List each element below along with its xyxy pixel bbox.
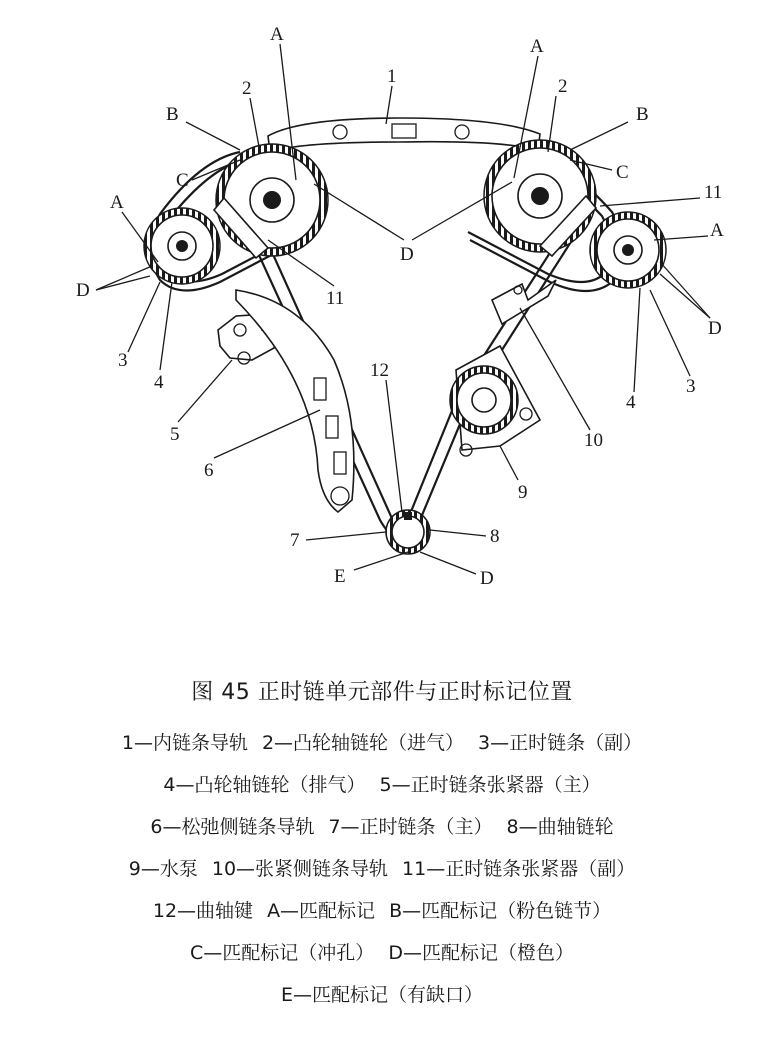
legend-item: C—匹配标记（冲孔） [190, 942, 375, 964]
legend-line [0, 938, 764, 965]
legend-item: 2—凸轮轴链轮（进气） [261, 732, 465, 754]
legend-item: 7—正时链条（主） [328, 816, 493, 838]
intake-camshaft-sprocket-left [216, 144, 328, 256]
legend-item: 4—凸轮轴链轮（排气） [163, 774, 366, 796]
label-11-left: 11 [326, 288, 345, 309]
label-c-right: C [616, 162, 629, 183]
label-7: 7 [290, 530, 300, 551]
label-4-left: 4 [154, 372, 164, 393]
label-a-right: A [710, 220, 724, 241]
legend-item: 9—水泵 [128, 858, 198, 880]
inner-chain-guide [268, 118, 540, 152]
legend-item: A—匹配标记 [267, 900, 376, 922]
label-d-right: D [708, 318, 722, 339]
label-a-top-right: A [530, 36, 544, 57]
label-9: 9 [518, 482, 528, 503]
label-12: 12 [370, 360, 389, 381]
label-2-right: 2 [558, 76, 568, 97]
label-d-bottom: D [480, 568, 494, 589]
label-a-top-left: A [270, 24, 284, 45]
label-10: 10 [584, 430, 603, 451]
legend-item: 11—正时链条张紧器（副） [402, 858, 636, 880]
legend-item: 8—曲轴链轮 [506, 816, 614, 838]
water-pump [450, 346, 540, 456]
label-4-right: 4 [626, 392, 636, 413]
label-3-right: 3 [686, 376, 696, 397]
legend-item: 10—张紧侧链条导轨 [211, 858, 389, 880]
label-8: 8 [490, 526, 500, 547]
label-b-left: B [166, 104, 179, 125]
legend-line [0, 896, 764, 923]
exhaust-camshaft-sprocket-right [590, 212, 666, 288]
exhaust-camshaft-sprocket-left [144, 208, 220, 284]
legend-item: E—匹配标记（有缺口） [280, 984, 483, 1006]
legend-line [0, 728, 764, 755]
label-3-left: 3 [118, 350, 128, 371]
label-c-left: C [176, 170, 189, 191]
legend-line [0, 854, 764, 881]
legend-item: B—匹配标记（粉色链节） [389, 900, 612, 922]
label-11-right: 11 [704, 182, 723, 203]
legend-item: D—匹配标记（橙色） [388, 942, 574, 964]
label-1: 1 [387, 66, 397, 87]
legend-item: 12—曲轴键 [152, 900, 254, 922]
legend-item: 6—松弛侧链条导轨 [150, 816, 315, 838]
crankshaft-key [404, 512, 412, 520]
label-d-left: D [76, 280, 90, 301]
label-b-right: B [636, 104, 649, 125]
intake-camshaft-sprocket-right [484, 140, 596, 252]
figure-caption: 图 45 正时链单元部件与正时标记位置 [191, 680, 573, 705]
label-e: E [334, 566, 346, 587]
legend-item: 5—正时链条张紧器（主） [379, 774, 601, 796]
legend-item: 3—正时链条（副） [478, 732, 643, 754]
label-6: 6 [204, 460, 214, 481]
legend-line [0, 770, 764, 797]
legend-line [0, 980, 764, 1007]
legend-line [0, 812, 764, 839]
legend-item: 1—内链条导轨 [121, 732, 248, 754]
callout-labels [76, 24, 724, 589]
label-2-left: 2 [242, 78, 252, 99]
label-a-left: A [110, 192, 124, 213]
label-d-center: D [400, 244, 414, 265]
label-5: 5 [170, 424, 180, 445]
